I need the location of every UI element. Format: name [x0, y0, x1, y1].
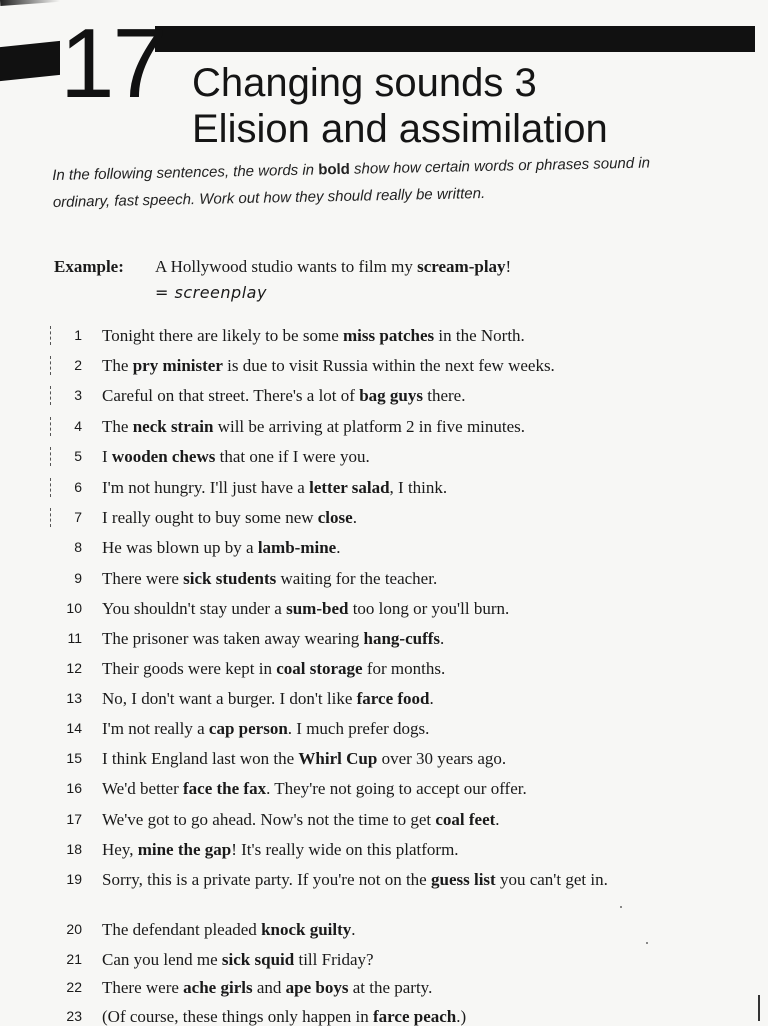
item-number: 5	[50, 447, 86, 466]
item-sentence	[102, 478, 662, 497]
bold-phrase: knock guilty	[261, 920, 352, 939]
item-number: 12	[66, 660, 82, 676]
sentence-text: at the party.	[348, 978, 433, 997]
item-sentence	[102, 629, 662, 648]
item-sentence	[102, 538, 662, 557]
bold-phrase: pry minister	[132, 356, 223, 375]
sentence-text: Their goods were kept in	[102, 659, 277, 678]
item-sentence	[102, 447, 662, 466]
item-number: 20	[66, 921, 82, 937]
sentence-text: ! It's really wide on this platform.	[231, 840, 459, 859]
margin-mark	[758, 995, 760, 1021]
item-number: 22	[66, 979, 82, 995]
unit-title-line1: Changing sounds 3	[192, 61, 537, 105]
sentence-text: I think England last won the	[102, 749, 299, 768]
sentence-text: .	[495, 810, 500, 829]
bold-phrase: farce food	[356, 689, 430, 708]
bold-phrase: sum-bed	[286, 599, 349, 618]
bold-phrase: ape boys	[285, 978, 349, 997]
sentence-text: Sorry, this is a private party. If you're not on the	[102, 870, 431, 889]
scan-speck	[646, 942, 648, 944]
header-rule	[155, 26, 755, 52]
sentence-text: The prisoner was taken away wearing	[102, 629, 364, 648]
sentence-text: till Friday?	[294, 950, 374, 969]
scan-artifact	[0, 0, 60, 6]
bold-phrase: face the fax	[183, 779, 267, 798]
instructions-bold: bold	[318, 160, 351, 179]
bold-phrase: close	[317, 508, 353, 527]
sentence-text: I really ought to buy some new	[102, 508, 318, 527]
bold-phrase: coal storage	[276, 659, 363, 678]
sentence-text: We've got to go ahead. Now's not the time to get	[102, 810, 436, 829]
bold-phrase: mine the gap	[137, 840, 232, 859]
sentence-text: You shouldn't stay under a	[102, 599, 287, 618]
bold-phrase: bag guys	[359, 386, 423, 405]
sentence-text: The	[102, 356, 133, 375]
sentence-text: over 30 years ago.	[377, 749, 507, 768]
item-number: 7	[50, 508, 86, 527]
sentence-text: waiting for the teacher.	[276, 569, 438, 588]
bold-phrase: coal feet	[435, 810, 496, 829]
item-sentence	[102, 719, 662, 738]
sentence-text: I'm not really a	[102, 719, 209, 738]
example-answer: = screenplay	[155, 283, 267, 302]
sentence-text: The defendant pleaded	[102, 920, 262, 939]
item-sentence	[102, 1007, 662, 1026]
sentence-text: is due to visit Russia within the next few weeks.	[222, 356, 555, 375]
sentence-text: that one if I were you.	[215, 447, 370, 466]
item-sentence	[102, 779, 662, 798]
item-number: 9	[74, 570, 82, 586]
bold-phrase: ache girls	[183, 978, 253, 997]
item-sentence	[102, 689, 662, 708]
instructions	[52, 149, 673, 216]
item-number: 10	[66, 600, 82, 616]
sentence-text: Tonight there are likely to be some	[102, 326, 343, 345]
item-number: 17	[66, 811, 82, 827]
sentence-text: There were	[102, 569, 184, 588]
bold-phrase: miss patches	[343, 326, 435, 345]
example-before: A Hollywood studio wants to film my	[155, 257, 418, 276]
sentence-text: and	[252, 978, 286, 997]
bold-phrase: wooden chews	[111, 447, 216, 466]
item-sentence	[102, 356, 662, 375]
item-number: 21	[66, 951, 82, 967]
item-sentence	[102, 870, 662, 889]
bold-phrase: Whirl Cup	[298, 749, 378, 768]
bold-phrase: neck strain	[132, 417, 214, 436]
item-number: 4	[50, 417, 86, 436]
bold-phrase: sick squid	[221, 950, 295, 969]
item-number: 13	[66, 690, 82, 706]
item-sentence	[102, 417, 662, 436]
bold-phrase: cap person	[208, 719, 288, 738]
item-number: 16	[66, 780, 82, 796]
unit-tab-bar	[0, 41, 60, 81]
item-number: 14	[66, 720, 82, 736]
item-number: 2	[50, 356, 86, 375]
sentence-text: . They're not going to accept our offer.	[266, 779, 527, 798]
sentence-text: I'm not hungry. I'll just have a	[102, 478, 310, 497]
sentence-text: .	[336, 538, 341, 557]
sentence-text: .)	[456, 1007, 467, 1026]
example-bold: scream-play	[417, 257, 506, 276]
example-label: Example:	[54, 257, 124, 276]
unit-title	[192, 60, 608, 152]
item-sentence	[102, 599, 662, 618]
item-number: 18	[66, 841, 82, 857]
sentence-text: .	[351, 920, 356, 939]
sentence-text: . I much prefer dogs.	[287, 719, 430, 738]
sentence-text: There were	[102, 978, 184, 997]
sentence-text: will be arriving at platform 2 in five minutes.	[213, 417, 526, 436]
instructions-part2: show how certain words or phrases sound in ordinary, fast speech. Work out how they should really be written.	[52, 154, 651, 211]
sentence-text: We'd better	[102, 779, 183, 798]
scan-speck	[620, 906, 622, 908]
sentence-text: there.	[422, 386, 466, 405]
bold-phrase: letter salad	[309, 478, 390, 497]
item-number: 19	[66, 871, 82, 887]
item-sentence	[102, 749, 662, 768]
item-sentence	[102, 569, 662, 588]
instructions-part1: In the following sentences, the words in	[52, 161, 319, 184]
sentence-text: you can't get in.	[495, 870, 608, 889]
bold-phrase: sick students	[183, 569, 277, 588]
sentence-text: I	[102, 447, 112, 466]
bold-phrase: farce peach	[373, 1007, 457, 1026]
sentence-text: Hey,	[102, 840, 138, 859]
item-number: 3	[50, 386, 86, 405]
sentence-text: Careful on that street. There's a lot of	[102, 386, 360, 405]
item-sentence	[102, 386, 662, 405]
item-sentence	[102, 950, 662, 969]
unit-title-line2: Elision and assimilation	[192, 107, 608, 151]
item-sentence	[102, 920, 662, 939]
example-after: !	[505, 257, 512, 276]
sentence-text: (Of course, these things only happen in	[102, 1007, 373, 1026]
item-number: 1	[50, 326, 86, 345]
sentence-text: for months.	[362, 659, 446, 678]
sentence-text: too long or you'll burn.	[348, 599, 510, 618]
item-number: 11	[67, 630, 82, 646]
item-number: 6	[50, 478, 86, 497]
sentence-text: No, I don't want a burger. I don't like	[102, 689, 357, 708]
item-sentence	[102, 326, 662, 345]
item-number: 15	[66, 750, 82, 766]
item-sentence	[102, 810, 662, 829]
bold-phrase: hang-cuffs	[363, 629, 441, 648]
sentence-text: , I think.	[389, 478, 448, 497]
item-number: 23	[66, 1008, 82, 1024]
item-number: 8	[74, 539, 82, 555]
sentence-text: He was blown up by a	[102, 538, 258, 557]
sentence-text: The	[102, 417, 133, 436]
item-sentence	[102, 840, 662, 859]
item-sentence	[102, 659, 662, 678]
sentence-text: .	[352, 508, 357, 527]
sentence-text: .	[440, 629, 445, 648]
example-sentence	[155, 257, 675, 277]
sentence-text: in the North.	[434, 326, 525, 345]
item-sentence	[102, 978, 662, 997]
bold-phrase: guess list	[430, 870, 496, 889]
sentence-text: .	[429, 689, 434, 708]
bold-phrase: lamb-mine	[257, 538, 337, 557]
item-sentence	[102, 508, 662, 527]
unit-number: 17	[60, 8, 166, 118]
sentence-text: Can you lend me	[102, 950, 222, 969]
